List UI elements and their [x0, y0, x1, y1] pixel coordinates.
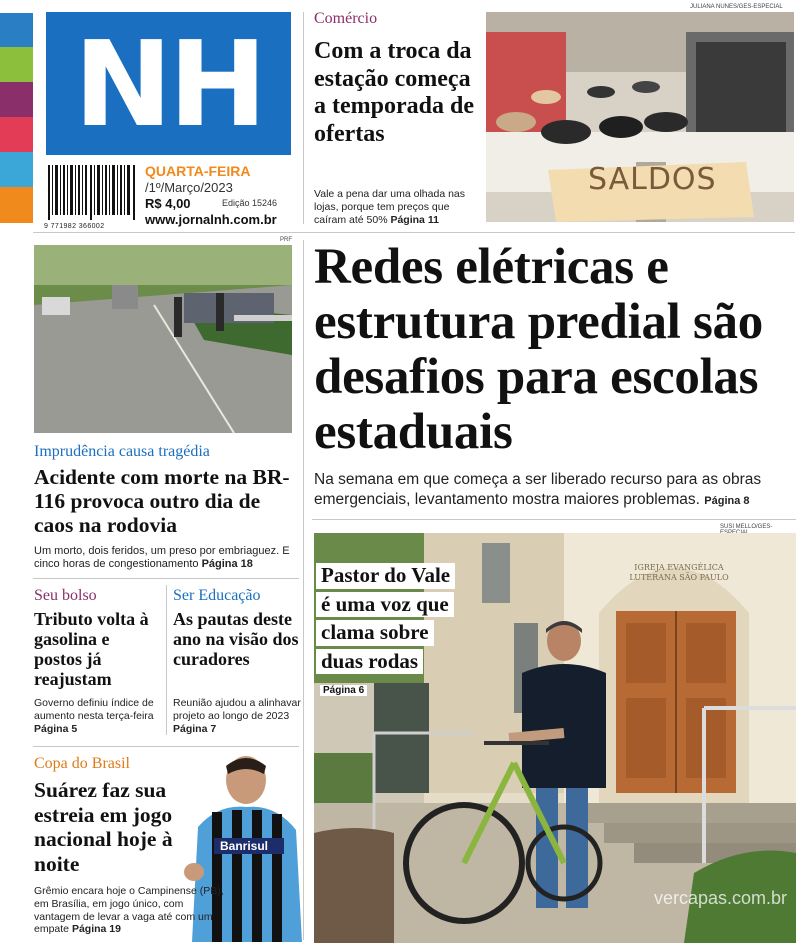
summary-text: Vale a pena dar uma olhada nas lojas, porque tem preços que caíram até 50%: [314, 188, 465, 226]
summary-accident: [34, 545, 300, 572]
price: R$ 4,00: [145, 196, 191, 211]
website-link[interactable]: www.jornalnh.com.br: [145, 212, 277, 227]
photo-pastor: [314, 533, 796, 943]
divider: [166, 585, 167, 735]
divider: [33, 746, 299, 747]
headline-ser-educacao[interactable]: As pautas deste ano na visão dos curadores: [173, 609, 299, 670]
headline-line: clama sobre: [316, 620, 434, 646]
photo-credit: PRF: [280, 237, 292, 243]
barcode-number: 9 771982 366002: [44, 223, 105, 230]
divider: [33, 578, 299, 579]
summary-text: Na semana em que começa a ser liberado recurso para as obras emergenciais, levantamento mostra maiores problemas.: [314, 471, 762, 509]
divider: [33, 232, 795, 233]
strip-block: [0, 187, 33, 223]
summary-comercio: [314, 188, 484, 226]
headline-line: duas rodas: [316, 649, 423, 675]
page-ref[interactable]: Página 7: [173, 722, 217, 735]
watermark: vercapas.com.br: [654, 888, 788, 908]
pastor-headline[interactable]: [316, 563, 516, 677]
strip-block: [0, 117, 33, 152]
photo-shoe-store: [486, 12, 794, 222]
page-ref[interactable]: Página 6: [320, 685, 367, 696]
page-ref[interactable]: Página 5: [34, 722, 78, 735]
main-summary: [314, 470, 794, 510]
strip-block: [0, 152, 33, 187]
main-headline[interactable]: Redes elétricas e estrutura predial são desafios para escolas estaduais: [314, 239, 763, 461]
summary-text: Reunião ajudou a alinhavar projeto ao longo de 2023: [173, 697, 301, 722]
church-sign: IGREJA EVANGÉLICA LUTERANA SÃO PAULO: [629, 563, 729, 583]
weekday: QUARTA-FEIRA: [145, 163, 251, 179]
strip-block: [0, 82, 33, 117]
headline-seu-bolso[interactable]: Tributo volta à gasolina e postos já reajustam: [34, 609, 149, 690]
kicker-accident: Imprudência causa tragédia: [34, 443, 210, 460]
headline-comercio[interactable]: Com a troca da estação começa a temporada de ofertas: [314, 38, 474, 147]
kicker-comercio: Comércio: [314, 10, 378, 27]
headline-line: Pastor do Vale: [316, 563, 455, 589]
summary-text: Um morto, dois feridos, um preso por embriaguez. E cinco horas de congestionamento: [34, 545, 290, 571]
kicker-copa: Copa do Brasil: [34, 755, 130, 772]
barcode-icon: [48, 165, 136, 220]
date: /1º/Março/2023: [145, 180, 233, 195]
photo-credit: JULIANA NUNES/GES-ESPECIAL: [690, 4, 783, 10]
divider: [303, 12, 304, 224]
divider: [312, 519, 796, 520]
kicker-ser-educacao: Ser Educação: [173, 587, 261, 604]
saldos-sign: SALDOS: [588, 162, 717, 197]
headline-accident[interactable]: Acidente com morte na BR-116 provoca outro dia de caos na rodovia: [34, 465, 290, 538]
masthead-logo[interactable]: [46, 12, 291, 155]
divider: [303, 240, 304, 940]
color-strip: [0, 13, 33, 223]
page-ref[interactable]: Página 19: [71, 923, 121, 936]
summary-ser-educacao: [173, 697, 301, 735]
strip-block: [0, 47, 33, 82]
strip-block: [0, 13, 33, 47]
highway-illustration: [34, 245, 292, 433]
jersey-sponsor: Banrisul: [220, 839, 269, 853]
summary-text: Governo definiu índice de aumento nesta terça-feira: [34, 697, 154, 722]
photo-credit: SUSI MELLO/GES-: [720, 524, 773, 530]
headline-line: é uma voz que: [316, 592, 454, 618]
page-ref[interactable]: Página 8: [704, 495, 750, 508]
summary-text: Grêmio encara hoje o Campinense (PB), em Brasília, em jogo único, com vantagem de levar a vaga até com um empate: [34, 885, 224, 936]
page-ref[interactable]: Página 11: [390, 213, 439, 226]
summary-copa: [34, 885, 230, 936]
headline-copa[interactable]: Suárez faz sua estreia em jogo nacional hoje à noite: [34, 778, 173, 876]
kicker-seu-bolso: Seu bolso: [34, 587, 97, 604]
edition: Edição 15246: [222, 198, 278, 208]
photo-accident: [34, 245, 292, 433]
logo-text: NH: [73, 14, 264, 153]
summary-seu-bolso: [34, 697, 162, 735]
page-ref[interactable]: Página 18: [201, 558, 253, 571]
